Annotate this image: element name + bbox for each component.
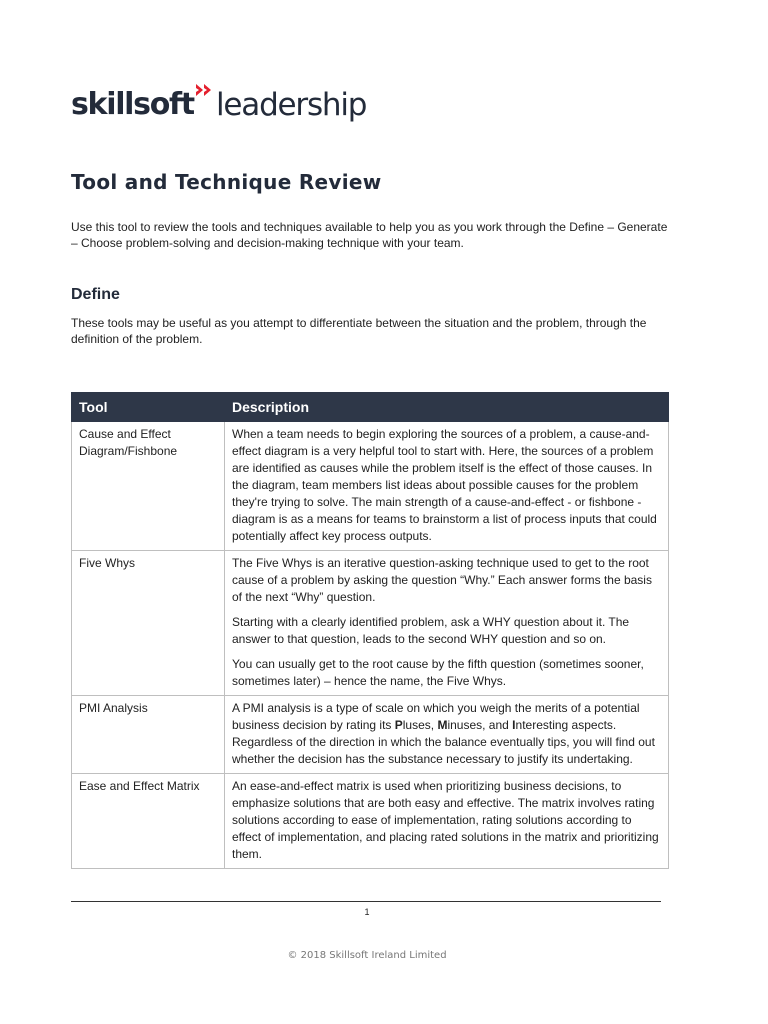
table-row xyxy=(72,774,669,869)
pmi-text-segment: nteresting aspects. Regardless of the direction in which the balance eventually tips, you will find out whether the decision has the substance necessary to justify its undertaking. xyxy=(232,718,655,766)
description-paragraph: Starting with a clearly identified problem, ask a WHY question about it. The answer to that question, leads to the second WHY question and so on. xyxy=(232,615,630,646)
description-paragraph xyxy=(232,700,661,768)
intro-paragraph: Use this tool to review the tools and techniques available to help you as you work through the Define – Generate – Choose problem-solving and decision-making technique with your team. xyxy=(71,220,668,250)
column-header-description: Description xyxy=(225,393,669,422)
description-cell xyxy=(225,551,669,696)
table-row xyxy=(72,551,669,696)
pmi-text-segment: A PMI analysis is a type of scale on which you weigh the merits of a potential business decision by rating its xyxy=(232,701,640,732)
description-paragraph: When a team needs to begin exploring the sources of a problem, a cause-and-effect diagram is a very helpful tool to start with. Here, the sources of a problem are identified as causes while the problem itself is the effect of those causes. In the diagram, team members list ideas about possible causes for the problem they're trying to solve. The main strength of a cause-and-effect - or fishbone - diagram is as a means for teams to brainstorm a list of process inputs that could potentially affect key process outputs. xyxy=(232,427,657,543)
table-header-row xyxy=(72,393,669,422)
description-cell xyxy=(225,696,669,774)
tool-name-cell: Ease and Effect Matrix xyxy=(72,774,225,869)
copyright-notice: © 2018 Skillsoft Ireland Limited xyxy=(287,950,447,961)
page-number: 1 xyxy=(364,907,370,917)
tool-name-cell: Five Whys xyxy=(72,551,225,696)
tools-table xyxy=(71,392,669,869)
description-paragraph: An ease-and-effect matrix is used when prioritizing business decisions, to emphasize solutions that are both easy and effective. The matrix involves rating solutions according to ease of implementation, rating solutions according to effect of implementation, and placing rated solutions in the matrix and prioritizing them. xyxy=(232,779,659,861)
footer-divider xyxy=(71,901,661,902)
column-header-tool: Tool xyxy=(72,393,225,422)
logo-brand-text: skillsoft xyxy=(71,87,194,122)
description-paragraph: The Five Whys is an iterative question-asking technique used to get to the root cause of a problem by asking the question “Why.” Each answer forms the basis of the next “Why” question. xyxy=(232,556,652,604)
tool-name-cell: PMI Analysis xyxy=(72,696,225,774)
description-cell xyxy=(225,422,669,551)
skillsoft-leadership-logo xyxy=(71,80,401,130)
tool-name-cell: Cause and Effect Diagram/Fishbone xyxy=(72,422,225,551)
table-row xyxy=(72,696,669,774)
table-row xyxy=(72,422,669,551)
description-paragraph: You can usually get to the root cause by the fifth question (sometimes sooner, sometimes later) – hence the name, the Five Whys. xyxy=(232,657,644,688)
description-cell xyxy=(225,774,669,869)
logo-product-text: leadership xyxy=(216,87,367,123)
pmi-text-segment: luses, xyxy=(402,718,438,732)
pmi-letter-p: P xyxy=(394,718,403,732)
define-heading: Define xyxy=(71,286,120,303)
define-intro-paragraph: These tools may be useful as you attempt to differentiate between the situation and the problem, through the definition of the problem. xyxy=(71,316,647,346)
page-title: Tool and Technique Review xyxy=(71,170,382,194)
pmi-letter-m: M xyxy=(437,718,448,732)
logo-chevron-icon xyxy=(195,83,217,101)
pmi-text-segment: inuses, and xyxy=(447,718,513,732)
pmi-letter-i: I xyxy=(512,718,516,732)
